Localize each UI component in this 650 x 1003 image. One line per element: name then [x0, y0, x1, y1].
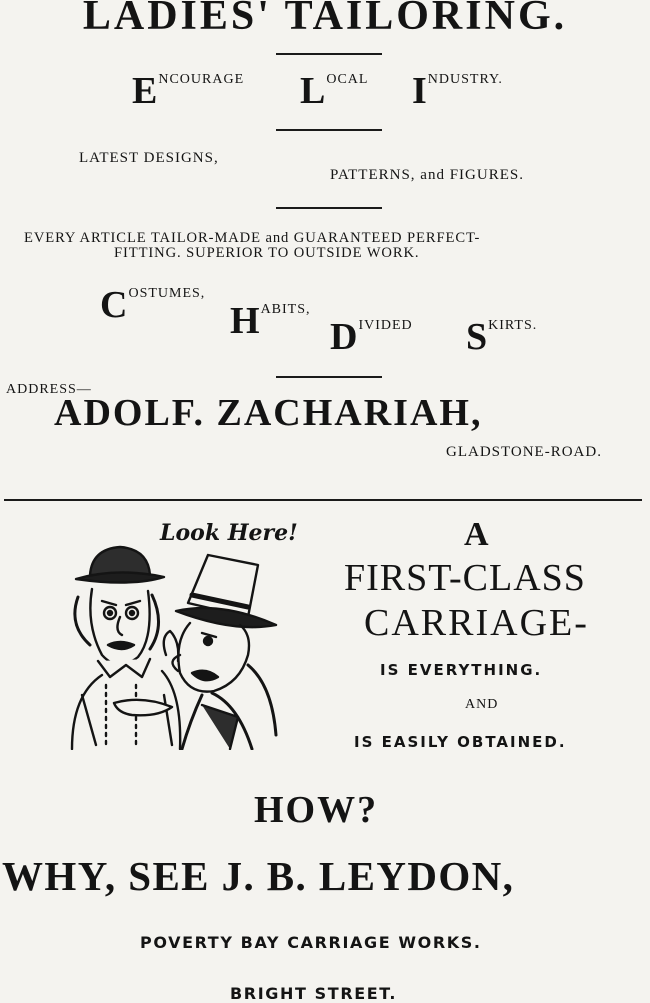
slogan-industry	[412, 72, 503, 110]
line-easily-obtained: IS EASILY OBTAINED.	[354, 733, 567, 751]
divider	[276, 376, 382, 378]
product-word: KIRTS.	[488, 318, 538, 333]
product-skirts	[466, 318, 537, 356]
slogan-local	[300, 72, 368, 110]
works-name: POVERTY BAY CARRIAGE WORKS.	[140, 933, 482, 952]
slogan-word: OCAL	[326, 72, 369, 87]
product-divided	[330, 318, 413, 356]
product-costumes	[100, 286, 205, 324]
two-men-cartoon-illustration	[62, 545, 292, 750]
designs-right: PATTERNS, and FIGURES.	[330, 167, 524, 183]
divider	[276, 207, 382, 209]
how-heading: HOW?	[254, 789, 379, 831]
divider	[276, 53, 382, 55]
slogan-encourage	[132, 72, 244, 110]
slogan-word: NDUSTRY.	[427, 72, 503, 87]
line-and: AND	[465, 697, 499, 712]
drop-cap: E	[132, 70, 159, 112]
tailor-street: GLADSTONE-ROAD.	[446, 444, 602, 460]
designs-left: LATEST DESIGNS,	[79, 150, 219, 166]
address-label: ADDRESS—	[6, 382, 92, 397]
drop-cap: L	[300, 70, 327, 112]
headline-first-class: FIRST-CLASS	[344, 557, 586, 599]
drop-cap: I	[412, 70, 428, 112]
section-divider	[4, 499, 642, 501]
drop-cap: H	[230, 300, 261, 342]
divider	[276, 129, 382, 131]
product-word: ABITS,	[260, 302, 311, 317]
cartoon-caption: Look Here!	[160, 520, 298, 546]
product-word: OSTUMES,	[128, 286, 206, 301]
headline-a: A	[464, 516, 489, 553]
line-everything: IS EVERYTHING.	[380, 661, 543, 679]
product-habits	[230, 302, 311, 340]
drop-cap: D	[330, 316, 359, 358]
drop-cap: C	[100, 284, 129, 326]
headline-carriage: CARRIAGE-	[364, 602, 589, 644]
carriage-street: BRIGHT STREET.	[230, 984, 398, 1003]
guarantee-line-2: FITTING. SUPERIOR TO OUTSIDE WORK.	[114, 245, 420, 261]
why-see-leydon: WHY, SEE J. B. LEYDON,	[2, 853, 515, 899]
slogan-word: NCOURAGE	[158, 72, 245, 87]
guarantee-line-1: EVERY ARTICLE TAILOR-MADE and GUARANTEED PERFECT-	[24, 230, 481, 246]
drop-cap: S	[466, 316, 489, 358]
product-word: IVIDED	[358, 318, 413, 333]
tailoring-title: LADIES' TAILORING.	[82, 0, 568, 39]
tailor-name: ADOLF. ZACHARIAH,	[54, 392, 483, 434]
